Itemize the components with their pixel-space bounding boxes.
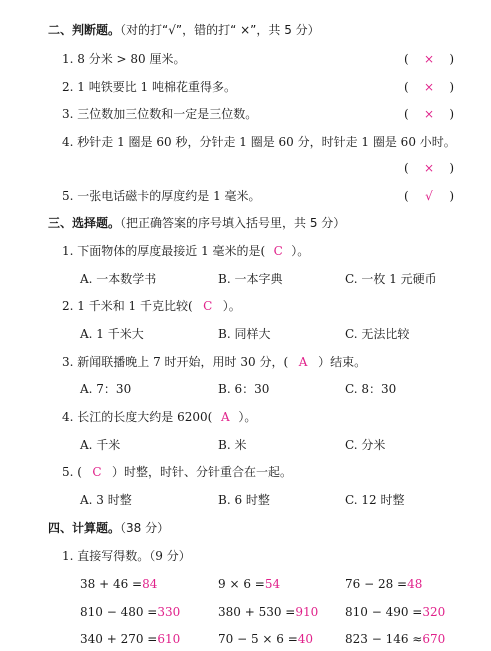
- option-b: B. 6 时整: [218, 493, 270, 507]
- option-a: A. 3 时整: [80, 493, 132, 507]
- question-text-end: ）。: [291, 244, 310, 258]
- calc-item: [80, 631, 180, 647]
- option-b: B. 6：30: [218, 382, 270, 396]
- calc-item: [80, 604, 180, 620]
- calc-answer: 330: [157, 605, 181, 619]
- option-a: A. 一本数学书: [80, 272, 157, 286]
- answer-letter: C: [203, 299, 213, 313]
- judge-item-5: [62, 188, 261, 204]
- calc-expression: 70 − 5 × 6 =: [218, 632, 298, 646]
- option-a: A. 千米: [80, 438, 121, 452]
- calc-item: [218, 576, 280, 592]
- item-text: 8 分米 > 80 厘米。: [77, 52, 186, 66]
- choice-question-1: [62, 243, 309, 259]
- answer-mark: ×: [423, 161, 435, 175]
- item-number: 5.: [62, 189, 74, 203]
- calc-answer: 40: [297, 632, 314, 646]
- option-b: B. 一本字典: [218, 272, 283, 286]
- option-a: A. 7：30: [80, 382, 132, 396]
- answer-mark: ×: [423, 52, 435, 66]
- calc-expression: 810 − 480 =: [80, 605, 158, 619]
- calc-answer: 320: [422, 605, 446, 619]
- calc-expression: 38 + 46 =: [80, 577, 143, 591]
- item-number: 4.: [62, 135, 74, 149]
- calc-item: [80, 576, 157, 592]
- judge-item-3: [62, 106, 257, 122]
- item-text: 一张电话磁卡的厚度约是 1 毫米。: [77, 189, 261, 203]
- answer-mark: √: [425, 189, 433, 203]
- calc-subsection-1: [62, 548, 191, 564]
- choice-question-4: [62, 409, 256, 425]
- calc-answer: 910: [295, 605, 319, 619]
- choice-question-2: [62, 298, 241, 314]
- answer-mark: ×: [423, 107, 435, 121]
- calc-item: [218, 604, 318, 620]
- section-4-heading: [48, 520, 169, 536]
- calc-expression: 9 × 6 =: [218, 577, 265, 591]
- section-3-note: （把正确答案的序号填入括号里，共 5 分）: [120, 216, 346, 230]
- section-4-note: （38 分）: [120, 521, 170, 535]
- calc-item: [345, 604, 445, 620]
- section-2-title: 二、判断题。: [48, 23, 121, 37]
- option-c: C. 一枚 1 元硬币: [345, 272, 437, 286]
- section-3-heading: [48, 215, 345, 231]
- section-3-title: 三、选择题。: [48, 216, 121, 230]
- option-c: C. 分米: [345, 438, 386, 452]
- item-text: 三位数加三位数和一定是三位数。: [77, 107, 258, 121]
- question-text: (: [77, 465, 82, 479]
- question-text-end: ）时整，时针、分针重合在一起。: [111, 465, 292, 479]
- calc-expression: 823 − 146 ≈: [345, 632, 423, 646]
- option-c: C. 12 时整: [345, 493, 405, 507]
- choice-question-3: [62, 354, 366, 370]
- judge-item-2: [62, 79, 236, 95]
- subsection-number: 1.: [62, 549, 74, 563]
- question-text-end: ）结束。: [318, 355, 367, 369]
- question-text: 下面物体的厚度最接近 1 毫米的是(: [77, 244, 266, 258]
- question-number: 2.: [62, 299, 74, 313]
- calc-answer: 48: [407, 577, 423, 591]
- calc-item: [218, 631, 313, 647]
- calc-item: [345, 631, 445, 647]
- choice-question-5: [62, 464, 292, 480]
- answer-mark: ×: [423, 80, 435, 94]
- calc-expression: 810 − 490 =: [345, 605, 423, 619]
- item-number: 3.: [62, 107, 74, 121]
- option-b: B. 米: [218, 438, 247, 452]
- question-number: 4.: [62, 410, 74, 424]
- subsection-text: 直接写得数。（9 分）: [77, 549, 191, 563]
- section-2-heading: [48, 22, 320, 38]
- calc-answer: 610: [157, 632, 181, 646]
- calc-item: [345, 576, 422, 592]
- item-number: 1.: [62, 52, 74, 66]
- section-4-title: 四、计算题。: [48, 521, 121, 535]
- option-a: A. 1 千米大: [80, 327, 144, 341]
- calc-expression: 340 + 270 =: [80, 632, 158, 646]
- calc-expression: 76 − 28 =: [345, 577, 408, 591]
- question-number: 3.: [62, 355, 74, 369]
- judge-item-1: [62, 51, 186, 67]
- option-c: C. 无法比较: [345, 327, 410, 341]
- question-text: 新闻联播晚上 7 时开始，用时 30 分，(: [77, 355, 289, 369]
- item-text: 1 吨铁要比 1 吨棉花重得多。: [77, 80, 236, 94]
- question-number: 5.: [62, 465, 74, 479]
- answer-letter: C: [273, 244, 283, 258]
- question-text-end: ）。: [238, 410, 257, 424]
- option-c: C. 8：30: [345, 382, 397, 396]
- item-text: 秒针走 1 圈是 60 秒，分针走 1 圈是 60 分，时针走 1 圈是 60 小时。: [77, 135, 456, 149]
- answer-letter: A: [220, 410, 230, 424]
- question-text-end: ）。: [222, 299, 241, 313]
- option-b: B. 同样大: [218, 327, 271, 341]
- question-text: 1 千米和 1 千克比较(: [77, 299, 193, 313]
- calc-answer: 54: [264, 577, 281, 591]
- calc-expression: 380 + 530 =: [218, 605, 296, 619]
- question-text: 长江的长度大约是 6200(: [77, 410, 213, 424]
- calc-answer: 670: [422, 632, 446, 646]
- calc-answer: 84: [142, 577, 158, 591]
- judge-item-4: [62, 134, 456, 150]
- section-2-note: （对的打“√”，错的打“ ×”，共 5 分）: [120, 23, 320, 37]
- question-number: 1.: [62, 244, 74, 258]
- answer-letter: C: [92, 465, 102, 479]
- item-number: 2.: [62, 80, 74, 94]
- answer-letter: A: [298, 355, 308, 369]
